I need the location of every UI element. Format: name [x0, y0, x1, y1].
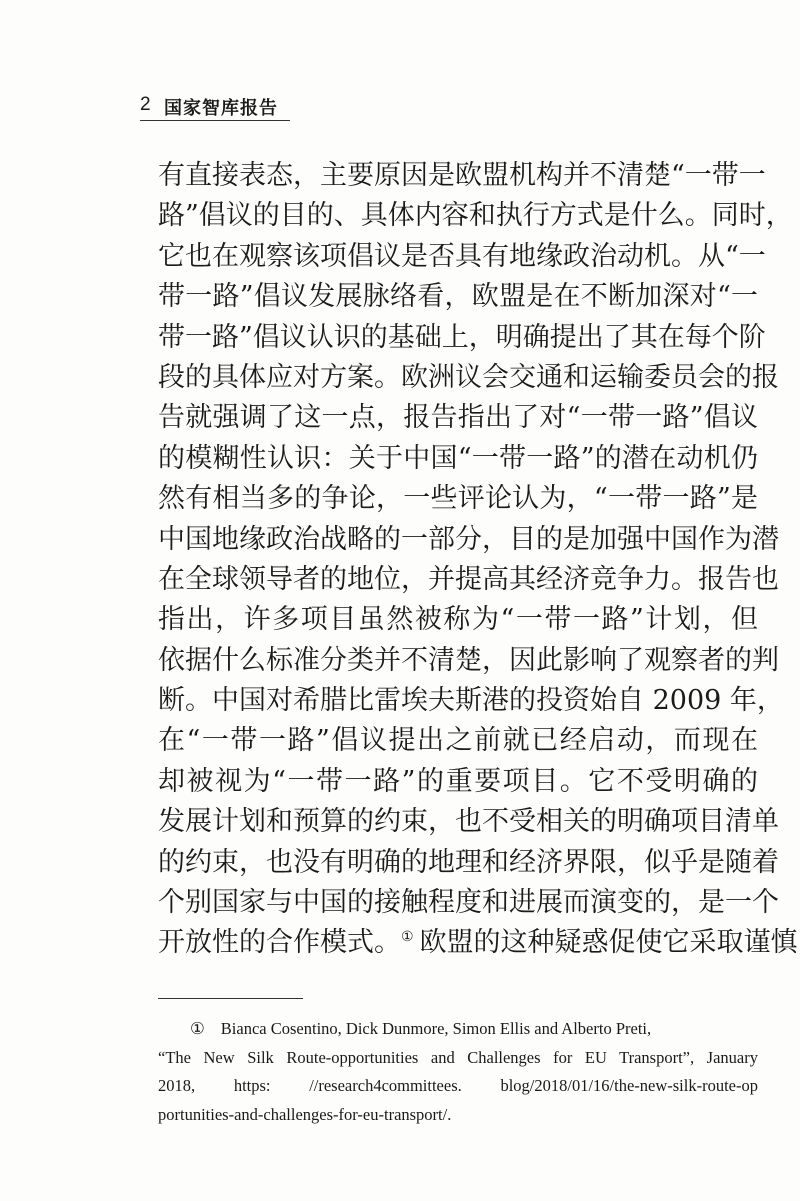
body-line: 指出，许多项目虽然被称为“一带一路”计划，但 [158, 604, 758, 636]
footnote-line: 2018, https: //research4committees. blog/2018/01/16/the-new-silk-route-op [158, 1076, 758, 1096]
body-line: 发展计划和预算的约束，也不受相关的明确项目清单 [158, 806, 779, 838]
footnote-line: “The New Silk Route-opportunities and Challenges for EU Transport”, January [158, 1047, 758, 1067]
body-line: 有直接表态，主要原因是欧盟机构并不清楚“一带一 [158, 160, 766, 191]
body-line: 带一路”倡议发展脉络看，欧盟是在不断加深对“一 [158, 281, 758, 313]
body-line: 在全球领导者的地位，并提高其经济竞争力。报告也 [158, 563, 779, 595]
running-title: 国家智库报告 [164, 98, 278, 119]
page-number: 2 [140, 94, 151, 115]
body-line: 带一路”倡议认识的基础上，明确提出了其在每个阶 [158, 321, 766, 353]
body-paragraph [158, 156, 798, 964]
footnote-divider [158, 998, 303, 999]
body-line: 却被视为“一带一路”的重要项目。它不受明确的 [158, 765, 758, 797]
body-line-with-footnote-ref [158, 923, 798, 963]
body-line: 的模糊性认识：关于中国“一带一路”的潜在动机仍 [158, 442, 758, 474]
footnote-line: portunities-and-challenges-for-eu-transport/. [158, 1104, 452, 1124]
body-line: 依据什么标准分类并不清楚，因此影响了观察者的判 [158, 644, 779, 676]
body-line: 中国地缘政治战略的一部分，目的是加强中国作为潜 [158, 523, 779, 555]
body-line: 个别国家与中国的接触程度和进展而演变的，是一个 [158, 887, 779, 919]
body-line: 路”倡议的目的、具体内容和执行方式是什么。同时， [158, 200, 793, 232]
body-text-segment: 欧盟的这种疑惑促使它采取谨慎 [419, 927, 798, 959]
running-header [140, 92, 290, 121]
footnote-text: Bianca Cosentino, Dick Dunmore, Simon Ellis and Alberto Preti, [220, 1019, 652, 1038]
body-line: 的约束，也没有明确的地理和经济界限，似乎是随着 [158, 846, 779, 878]
body-line: 然有相当多的争论，一些评论认为，“一带一路”是 [158, 483, 758, 515]
body-line: 断。中国对希腊比雷埃夫斯港的投资始自 2009 年， [158, 685, 784, 717]
footnote-line [158, 1015, 758, 1044]
body-text-segment: 开放性的合作模式。 [158, 927, 401, 959]
footnote-mark: ① [190, 1019, 205, 1038]
footnote-reference-mark[interactable]: ① [401, 929, 414, 946]
body-line: 在“一带一路”倡议提出之前就已经启动，而现在 [158, 725, 758, 757]
footnote [158, 1015, 758, 1129]
body-line: 它也在观察该项倡议是否具有地缘政治动机。从“一 [158, 240, 766, 272]
body-line: 段的具体应对方案。欧洲议会交通和运输委员会的报 [158, 361, 779, 393]
body-line: 告就强调了这一点，报告指出了对“一带一路”倡议 [158, 402, 758, 434]
